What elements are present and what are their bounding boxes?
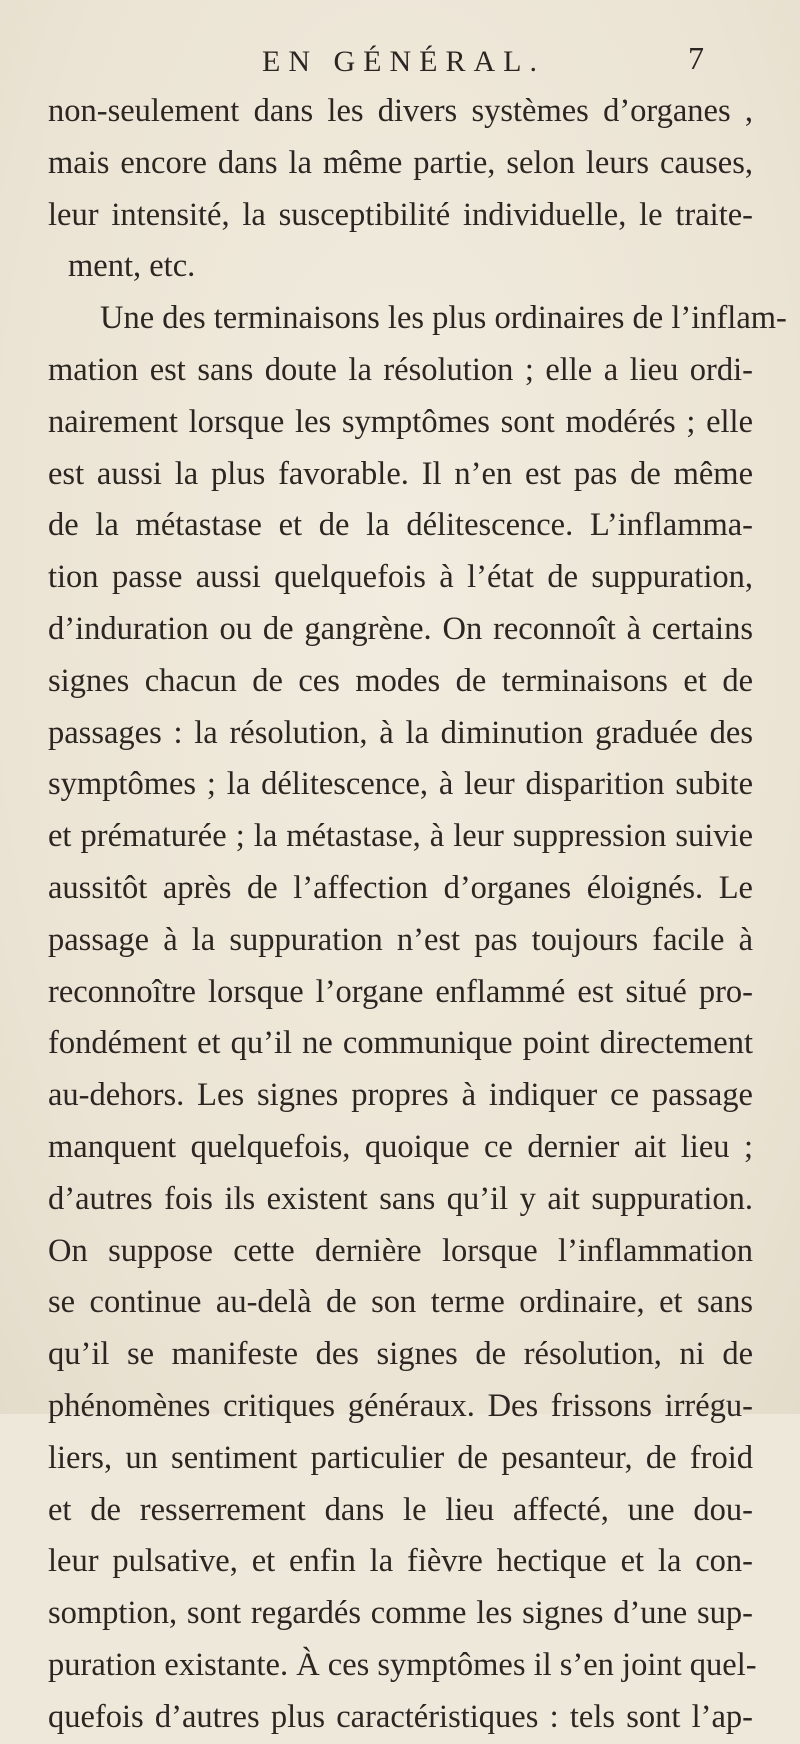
text-line: qu’il se manifeste des signes de résolution, ni de — [48, 1336, 753, 1373]
text-line: signes chacun de ces modes de terminaisons et de — [48, 662, 753, 699]
text-line: non-seulement dans les divers systèmes d’organes , — [48, 93, 753, 129]
text-line: passages : la résolution, à la diminution graduée des — [48, 714, 753, 751]
text-line: symptômes ; la délitescence, à leur disparition subite — [48, 766, 753, 803]
text-line: nairement lorsque les symptômes sont modérés ; elle — [48, 403, 753, 440]
body-text — [48, 86, 787, 1744]
running-head — [0, 42, 800, 82]
text-line: ment, etc. — [68, 248, 196, 285]
running-head-title: EN GÉNÉRAL. — [262, 45, 545, 78]
text-line: fondément et qu’il ne communique point directement — [48, 1025, 753, 1062]
text-line: puration existante. À ces symptômes il s’en joint quel- — [48, 1646, 757, 1683]
text-line: On suppose cette dernière lorsque l’inflammation — [48, 1232, 753, 1269]
page-number: 7 — [688, 40, 704, 76]
text-line: quefois d’autres plus caractéristiques : tels sont l’ap- — [48, 1698, 753, 1735]
text-line: tion passe aussi quelquefois à l’état de suppuration, — [48, 559, 753, 596]
text-line: reconnoître lorsque l’organe enflammé est situé pro- — [48, 973, 753, 1010]
text-line: de la métastase et de la délitescence. L’inflamma- — [48, 507, 753, 544]
paragraph-first-line: Une des terminaisons les plus ordinaires de l’inflam- — [100, 300, 787, 337]
text-line: somption, sont regardés comme les signes d’une sup- — [48, 1595, 753, 1632]
text-line: d’induration ou de gangrène. On reconnoît à certains — [48, 610, 753, 647]
text-line: est aussi la plus favorable. Il n’en est pas de même — [48, 455, 753, 492]
text-line: passage à la suppuration n’est pas toujours facile à — [48, 921, 753, 958]
text-line: aussitôt après de l’affection d’organes éloignés. Le — [48, 869, 753, 906]
text-line: et de resserrement dans le lieu affecté, une dou- — [48, 1491, 753, 1528]
text-line: phénomènes critiques généraux. Des frissons irrégu- — [48, 1387, 753, 1424]
text-line: au-dehors. Les signes propres à indiquer ce passage — [48, 1077, 753, 1114]
text-line: d’autres fois ils existent sans qu’il y ait suppuration. — [48, 1180, 753, 1217]
text-line: leur pulsative, et enfin la fièvre hectique et la con- — [48, 1543, 753, 1580]
text-line: liers, un sentiment particulier de pesanteur, de froid — [48, 1439, 753, 1476]
text-line: mation est sans doute la résolution ; elle a lieu ordi- — [48, 351, 753, 388]
text-line: se continue au-delà de son terme ordinaire, et sans — [48, 1284, 753, 1321]
text-line: mais encore dans la même partie, selon leurs causes, — [48, 144, 753, 181]
text-line: et prématurée ; la métastase, à leur suppression suivie — [48, 818, 753, 855]
text-line: manquent quelquefois, quoique ce dernier ait lieu ; — [48, 1128, 753, 1165]
text-line: leur intensité, la susceptibilité individuelle, le traite- — [48, 196, 753, 233]
